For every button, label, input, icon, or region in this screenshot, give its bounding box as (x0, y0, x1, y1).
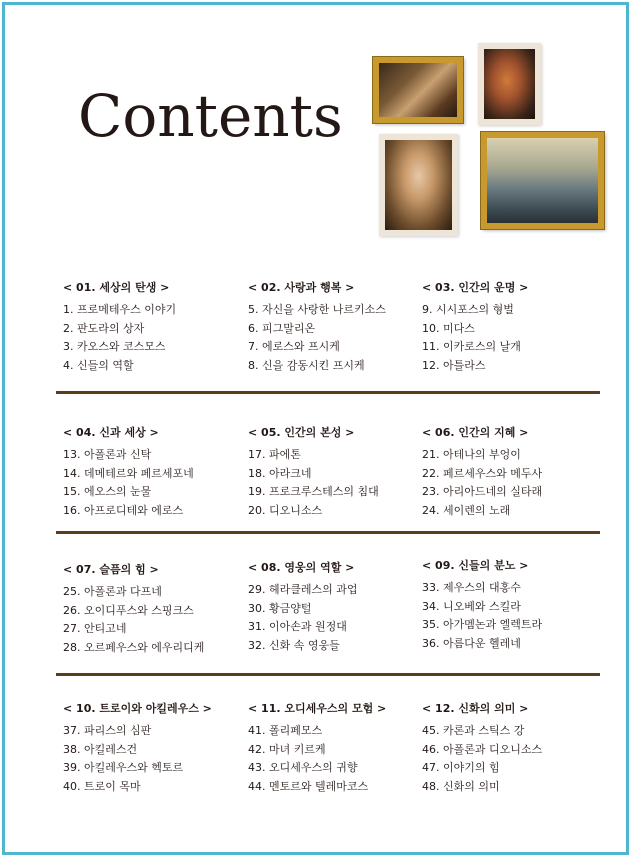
section-heading[interactable]: < 09. 신들의 분노 > (422, 559, 529, 572)
section-divider (56, 391, 600, 394)
section-heading[interactable]: < 05. 인간의 본성 > (248, 426, 355, 439)
toc-section (422, 557, 597, 653)
chapter-item[interactable]: 31. 이아손과 원정대 (248, 620, 347, 633)
section-heading[interactable]: < 10. 트로이와 아킬레우스 > (63, 702, 212, 715)
chapter-item[interactable]: 29. 헤라클레스의 과업 (248, 583, 358, 596)
chapter-item[interactable]: 47. 이야기의 힘 (422, 761, 500, 774)
toc-section (63, 279, 238, 375)
chapter-item[interactable]: 19. 프로크루스테스의 침대 (248, 485, 379, 498)
chapter-item[interactable]: 45. 카론과 스틱스 강 (422, 724, 525, 737)
chapter-item[interactable]: 34. 니오베와 스킬라 (422, 599, 521, 613)
chapter-item[interactable]: 17. 파에톤 (248, 448, 301, 461)
chapter-item[interactable]: 14. 데메테르와 페르세포네 (63, 466, 194, 480)
chapter-item[interactable]: 20. 디오니소스 (248, 503, 323, 517)
section-divider (56, 531, 600, 534)
chapter-item[interactable]: 41. 폴리페모스 (248, 724, 323, 737)
toc-section (248, 279, 423, 375)
chapter-item[interactable]: 9. 시시포스의 형벌 (422, 303, 514, 316)
chapter-item[interactable]: 35. 아가멤논과 엘렉트라 (422, 618, 543, 631)
toc-section (422, 424, 597, 520)
chapter-item[interactable]: 24. 세이렌의 노래 (422, 503, 511, 517)
chapter-item[interactable]: 48. 신화의 의미 (422, 779, 500, 793)
toc-section (248, 700, 423, 796)
chapter-item[interactable]: 44. 멘토르와 텔레마코스 (248, 779, 369, 793)
chapter-item[interactable]: 15. 에오스의 눈물 (63, 485, 152, 498)
chapter-item[interactable]: 18. 아라크네 (248, 466, 312, 480)
chapter-item[interactable]: 4. 신들의 역할 (63, 358, 134, 372)
chapter-item[interactable]: 40. 트로이 목마 (63, 779, 141, 793)
painting-sea-gods (481, 132, 604, 229)
chapter-item[interactable]: 10. 미다스 (422, 321, 475, 335)
toc-section (422, 279, 597, 375)
chapter-item[interactable]: 12. 아틀라스 (422, 358, 486, 372)
chapter-item[interactable]: 2. 판도라의 상자 (63, 321, 145, 335)
chapter-item[interactable]: 26. 오이디푸스와 스핑크스 (63, 603, 194, 617)
section-heading[interactable]: < 06. 인간의 지혜 > (422, 426, 529, 439)
section-heading[interactable]: < 08. 영웅의 역할 > (248, 561, 355, 574)
toc-section (63, 700, 238, 796)
chapter-item[interactable]: 30. 황금양털 (248, 601, 312, 615)
chapter-item[interactable]: 25. 아폴론과 다프네 (63, 585, 162, 598)
chapter-item[interactable]: 1. 프로메테우스 이야기 (63, 303, 177, 316)
section-heading[interactable]: < 11. 오디세우스의 모험 > (248, 702, 387, 715)
chapter-item[interactable]: 16. 아프로디테와 에로스 (63, 503, 184, 517)
chapter-item[interactable]: 28. 오르페우스와 에우리디케 (63, 640, 205, 654)
chapter-item[interactable]: 8. 신을 감동시킨 프시케 (248, 358, 365, 372)
chapter-item[interactable]: 22. 페르세우스와 메두사 (422, 466, 543, 480)
chapter-item[interactable]: 38. 아킬레스건 (63, 742, 138, 756)
chapter-item[interactable]: 39. 아킬레우스와 헥토르 (63, 761, 184, 774)
chapter-item[interactable]: 33. 제우스의 대홍수 (422, 581, 521, 594)
toc-section (248, 424, 423, 520)
section-heading[interactable]: < 04. 신과 세상 > (63, 426, 159, 439)
chapter-item[interactable]: 46. 아폴론과 디오니소스 (422, 742, 543, 756)
chapter-item[interactable]: 32. 신화 속 영웅들 (248, 638, 340, 652)
toc-section (422, 700, 597, 796)
section-divider (56, 673, 600, 676)
chapter-item[interactable]: 27. 안티고네 (63, 622, 127, 635)
chapter-item[interactable]: 6. 피그말리온 (248, 321, 316, 335)
painting-group-scene (373, 57, 463, 123)
chapter-item[interactable]: 11. 이카로스의 날개 (422, 340, 521, 353)
chapter-item[interactable]: 23. 아리아드네의 실타래 (422, 485, 543, 498)
chapter-item[interactable]: 5. 자신을 사랑한 나르키소스 (248, 303, 386, 316)
chapter-item[interactable]: 3. 카오스와 코스모스 (63, 340, 166, 353)
chapter-item[interactable]: 42. 마녀 키르케 (248, 742, 326, 756)
chapter-item[interactable]: 43. 오디세우스의 귀향 (248, 761, 358, 774)
chapter-item[interactable]: 36. 아름다운 헬레네 (422, 636, 521, 650)
chapter-item[interactable]: 13. 아폴론과 신탁 (63, 448, 152, 461)
section-heading[interactable]: < 01. 세상의 탄생 > (63, 281, 170, 294)
painting-bacchus (379, 134, 458, 236)
toc-section (63, 561, 238, 657)
toc-section (63, 424, 238, 520)
section-heading[interactable]: < 02. 사랑과 행복 > (248, 281, 355, 294)
chapter-item[interactable]: 37. 파리스의 심판 (63, 724, 152, 737)
chapter-item[interactable]: 21. 아테나의 부엉이 (422, 448, 521, 461)
chapter-item[interactable]: 7. 에로스와 프시케 (248, 340, 340, 353)
toc-section (248, 559, 423, 655)
page-title: Contents (78, 82, 343, 150)
section-heading[interactable]: < 03. 인간의 운명 > (422, 281, 529, 294)
painting-greek-vase-figure (478, 43, 541, 125)
section-heading[interactable]: < 12. 신화의 의미 > (422, 702, 529, 715)
section-heading[interactable]: < 07. 슬픔의 힘 > (63, 563, 159, 576)
